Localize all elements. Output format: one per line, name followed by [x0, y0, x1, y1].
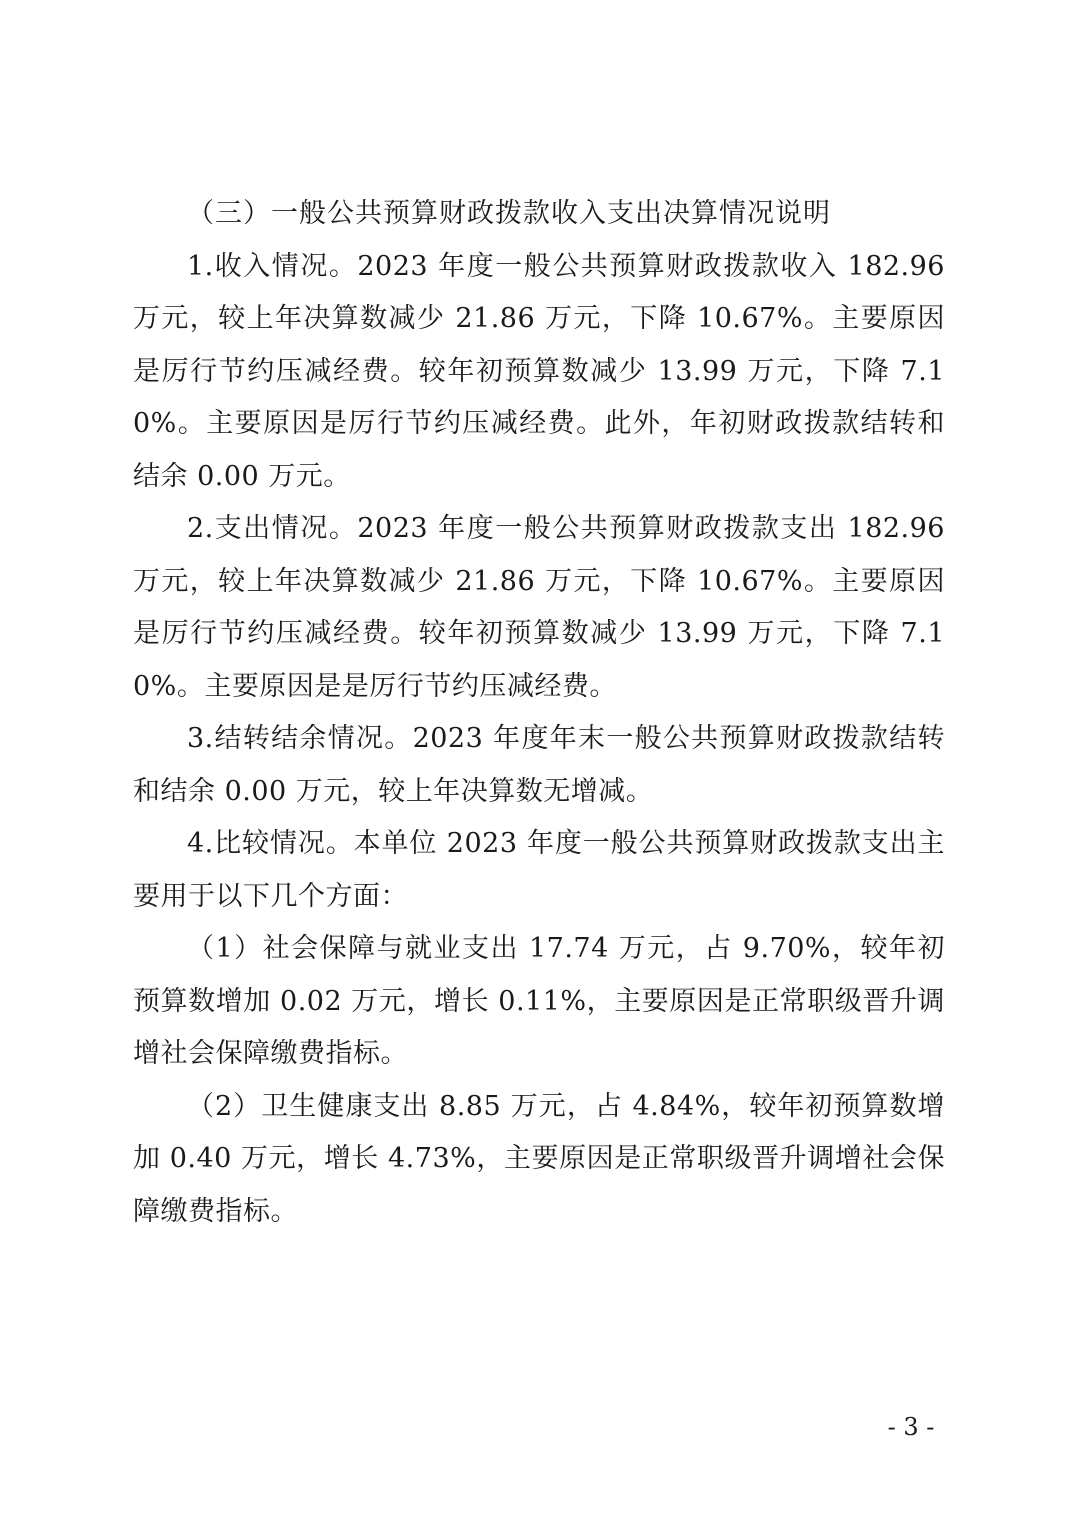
- paragraph-health: （2）卫生健康支出 8.85 万元，占 4.84%，较年初预算数增加 0.40 万元，增长 4.73%，主要原因是正常职级晋升调增社会保障缴费指标。: [133, 1090, 945, 1227]
- paragraph-social-security: （1）社会保障与就业支出 17.74 万元，占 9.70%，较年初预算数增加 0.02 万元，增长 0.11%，主要原因是正常职级晋升调增社会保障缴费指标。: [133, 933, 945, 1069]
- paragraph-carryover: 3.结转结余情况。2023 年度年末一般公共预算财政拨款结转和结余 0.00 万元，较上年决算数无增减。: [133, 723, 945, 807]
- paragraph-income: 1.收入情况。2023 年度一般公共预算财政拨款收入 182.96 万元，较上年决算数减少 21.86 万元，下降 10.67%。主要原因是厉行节约压减经费。较年初预算数减少 13.99 万元，下降 7.10%。主要原因是厉行节约压减经费。此外，年初财政拨款结转和结余 0.00 万元。: [133, 250, 945, 492]
- document-body: [133, 188, 945, 1238]
- page-number: - 3 -: [887, 1413, 935, 1441]
- paragraph-expenditure: 2.支出情况。2023 年度一般公共预算财政拨款支出 182.96 万元，较上年决算数减少 21.86 万元，下降 10.67%。主要原因是厉行节约压减经费。较年初预算数减少 13.99 万元，下降 7.10%。主要原因是是厉行节约压减经费。: [133, 513, 945, 702]
- section-heading: （三）一般公共预算财政拨款收入支出决算情况说明: [187, 198, 831, 229]
- paragraph-comparison: 4.比较情况。本单位 2023 年度一般公共预算财政拨款支出主要用于以下几个方面：: [133, 828, 945, 912]
